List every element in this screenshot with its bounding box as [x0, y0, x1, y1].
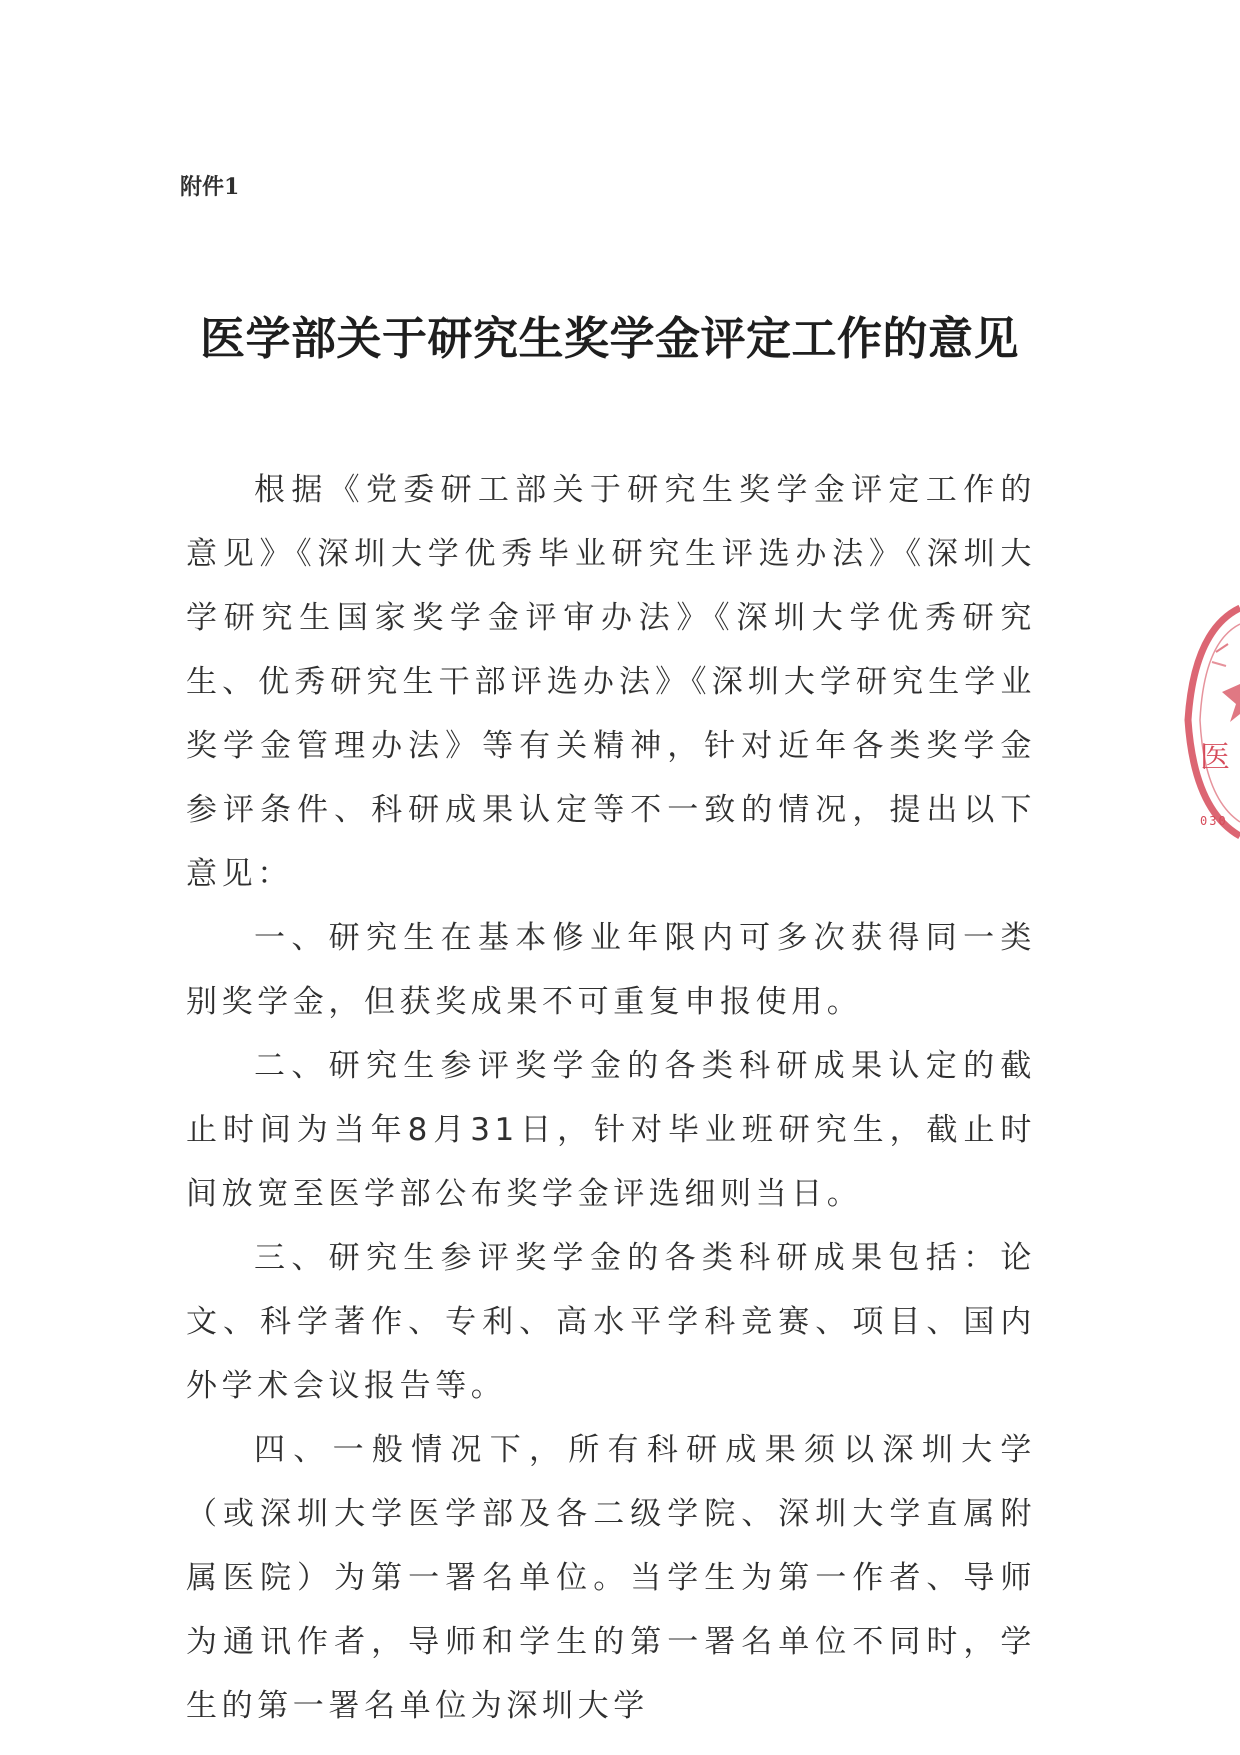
- paragraph-item-2: 二、研究生参评奖学金的各类科研成果认定的截止时间为当年8月31日，针对毕业班研究生，截止时间放宽至医学部公布奖学金评选细则当日。: [186, 1048, 1036, 1212]
- document-title: 医学部关于研究生奖学金评定工作的意见: [200, 312, 1020, 365]
- paragraph-intro: 根据《党委研工部关于研究生奖学金评定工作的意见》《深圳大学优秀毕业研究生评选办法》《深圳大学研究生国家奖学金评审办法》《深圳大学优秀研究生、优秀研究生干部评选办法》《深圳大学研究生学业奖学金管理办法》等有关精神，针对近年各类奖学金参评条件、科研成果认定等不一致的情况，提出以下意见：: [186, 472, 1036, 892]
- paragraph-item-3: 三、研究生参评奖学金的各类科研成果包括：论文、科学著作、专利、高水平学科竞赛、项目、国内外学术会议报告等。: [186, 1240, 1036, 1404]
- official-seal-fragment: [1170, 600, 1240, 850]
- seal-outline-icon: [1170, 600, 1240, 850]
- seal-number: 030: [1200, 814, 1228, 828]
- paragraph-item-1: 一、研究生在基本修业年限内可多次获得同一类别奖学金，但获奖成果不可重复申报使用。: [186, 920, 1036, 1020]
- seal-character: 医: [1200, 740, 1230, 775]
- attachment-label: 附件1: [180, 174, 240, 200]
- document-body: [186, 458, 1036, 1738]
- paragraph-item-4: 四、一般情况下，所有科研成果须以深圳大学（或深圳大学医学部及各二级学院、深圳大学直属附属医院）为第一署名单位。当学生为第一作者、导师为通讯作者，导师和学生的第一署名单位不同时，学生的第一署名单位为深圳大学: [186, 1432, 1036, 1724]
